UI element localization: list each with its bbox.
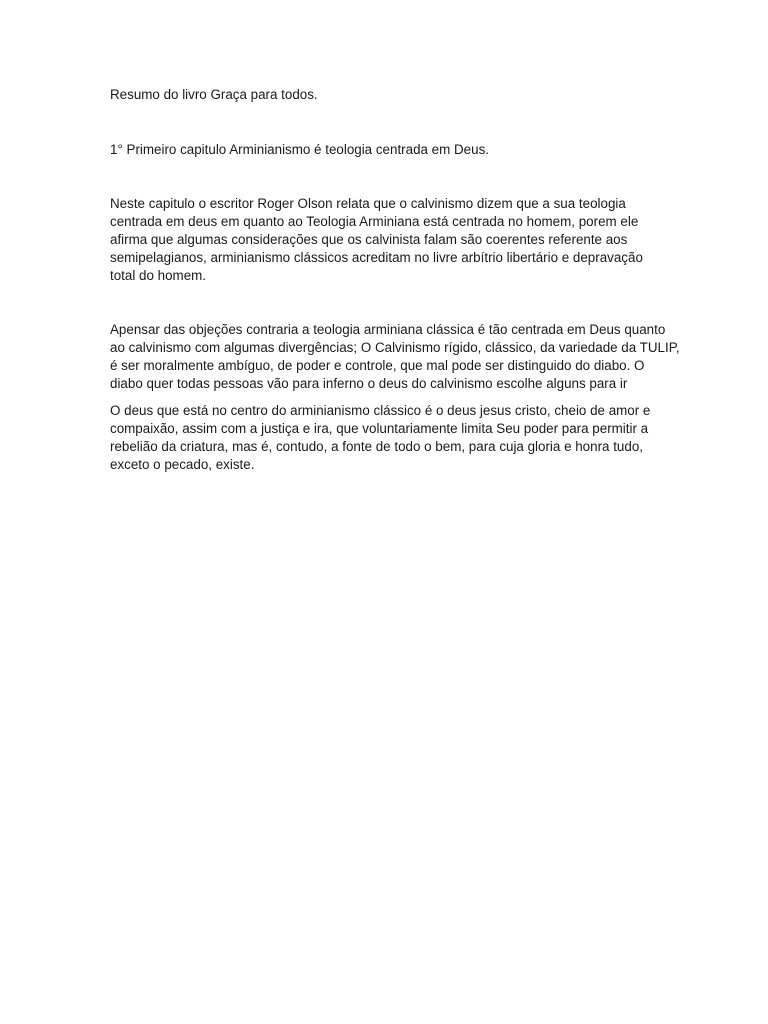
paragraph-line: Neste capitulo o escritor Roger Olson relata que o calvinismo dizem que a sua teologia bbox=[110, 196, 626, 211]
paragraph-line: compaixão, assim com a justiça e ira, que voluntariamente limita Seu poder para permitir a bbox=[110, 421, 649, 436]
paragraph-1 bbox=[110, 195, 650, 285]
paragraph-3 bbox=[110, 402, 650, 474]
paragraph-2 bbox=[110, 321, 680, 393]
chapter-heading-text: 1° Primeiro capitulo Arminianismo é teologia centrada em Deus. bbox=[110, 142, 489, 157]
paragraph-line: é ser moralmente ambíguo, de poder e controle, que mal pode ser distinguido do diabo. O bbox=[110, 358, 645, 373]
paragraph-line: semipelagianos, arminianismo clássicos acreditam no livre arbítrio libertário e depravação bbox=[110, 250, 643, 265]
paragraph-line: rebelião da criatura, mas é, contudo, a fonte de todo o bem, para cuja gloria e honra tudo, bbox=[110, 439, 643, 454]
paragraph-line: centrada em deus em quanto ao Teologia Arminiana está centrada no homem, porem ele bbox=[110, 214, 639, 229]
title-text: Resumo do livro Graça para todos. bbox=[110, 87, 318, 102]
paragraph-line: O deus que está no centro do arminianismo clássico é o deus jesus cristo, cheio de amor e bbox=[110, 403, 651, 418]
paragraph-line: total do homem. bbox=[110, 268, 207, 283]
paragraph-line: afirma que algumas considerações que os calvinista falam são coerentes referente aos bbox=[110, 232, 628, 247]
chapter-heading bbox=[110, 141, 650, 159]
paragraph-line: diabo quer todas pessoas vão para inferno o deus do calvinismo escolhe alguns para ir bbox=[110, 376, 628, 391]
paragraph-line: Apensar das objeções contraria a teologia arminiana clássica é tão centrada em Deus quanto bbox=[110, 322, 666, 337]
paragraph-line: ao calvinismo com algumas divergências; O Calvinismo rígido, clássico, da variedade da TULIP, bbox=[110, 340, 680, 355]
paragraph-line: exceto o pecado, existe. bbox=[110, 457, 255, 472]
document-title bbox=[110, 86, 650, 104]
